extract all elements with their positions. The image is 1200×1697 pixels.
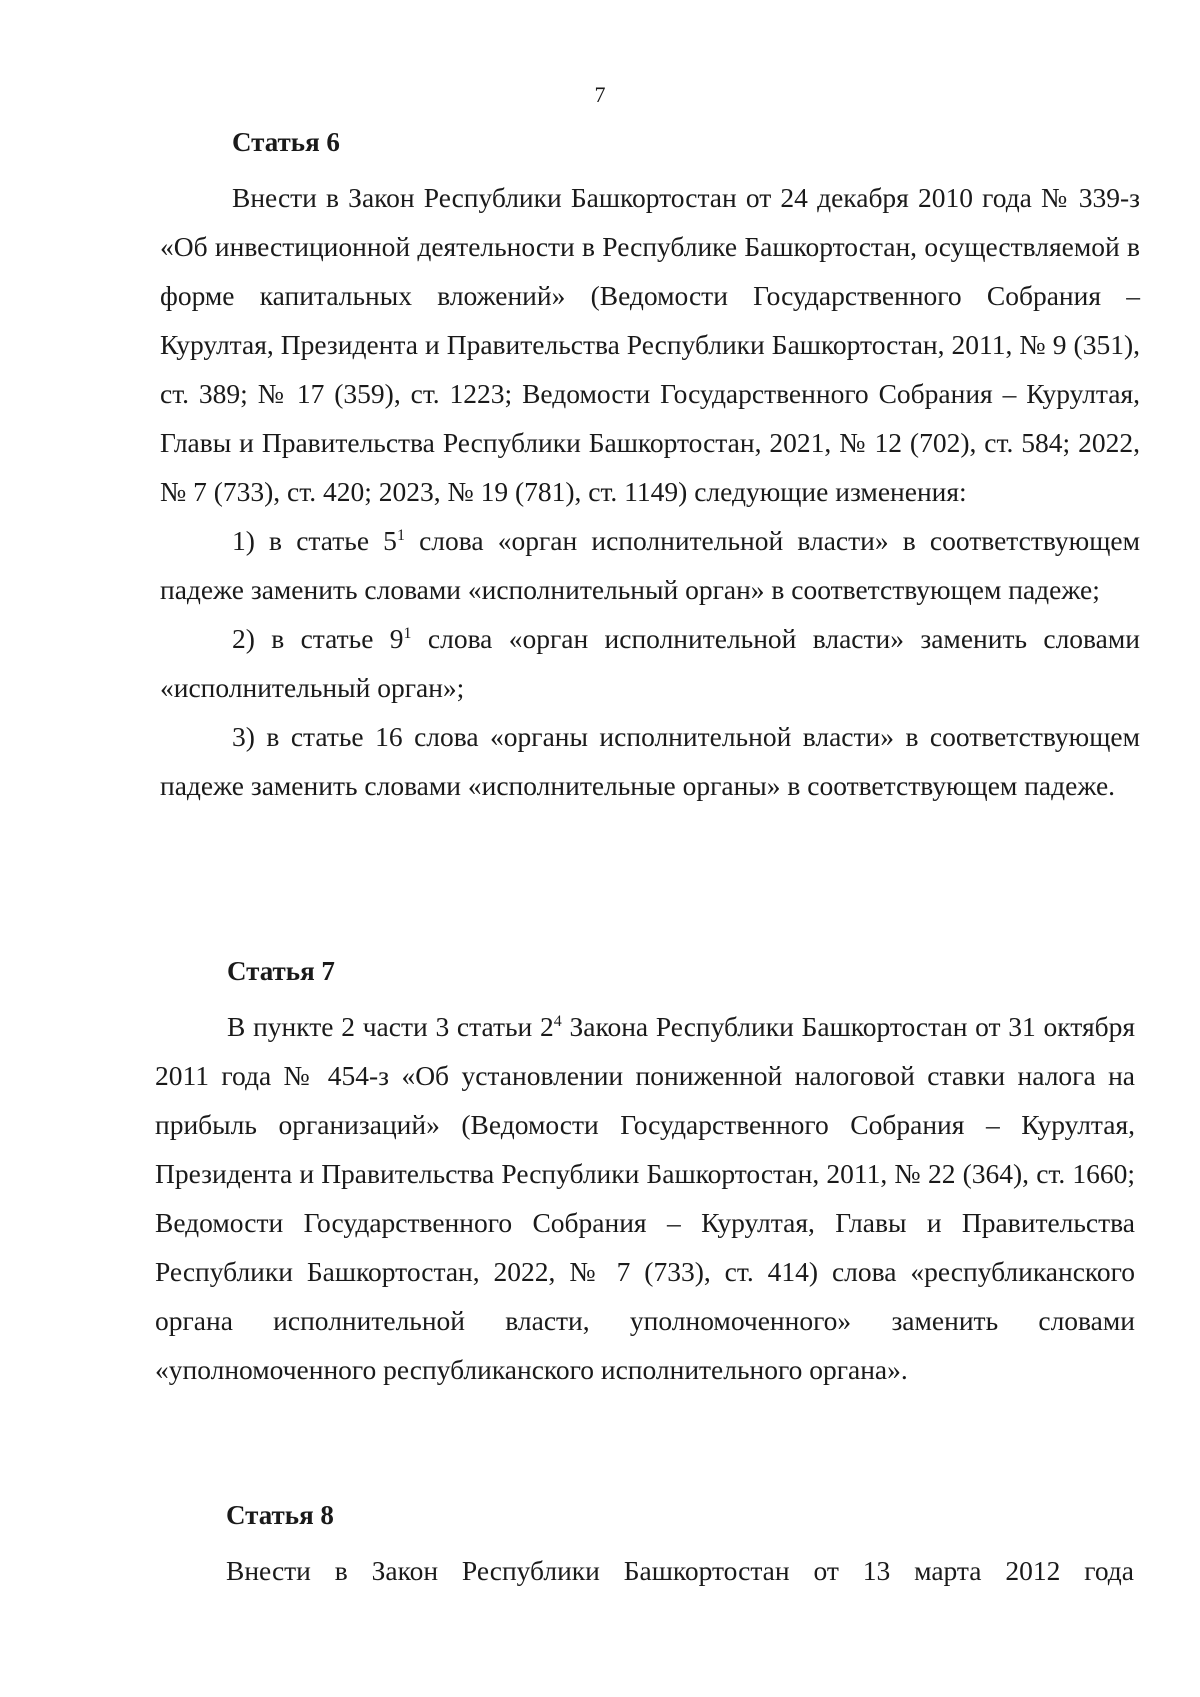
article-8-text: Внести в Закон Республики Башкортостан от 13 марта 2012 года: [226, 1555, 1134, 1586]
item-2-text-start: 2) в статье 9: [232, 623, 404, 654]
item-1-text-end: слова «орган исполнительной власти» в соответствующем падеже заменить словами «исполнительный орган» в соответствующем падеже;: [160, 525, 1140, 605]
article-7-text: [155, 1002, 1135, 1394]
article-6-intro: Внести в Закон Республики Башкортостан от 24 декабря 2010 года № 339-з «Об инвестиционной деятельности в Республике Башкортостан, осуществляемой в форме капитальных вложений» (Ведомости Государственного Собрания – Курултая, Президента и Правительства Республики Башкортостан, 2011, № 9 (351), ст. 389; № 17 (359), ст. 1223; Ведомости Государственного Собрания – Курултая, Главы и Правительства Республики Башкортостан, 2021, № 12 (702), ст. 584; 2022, № 7 (733), ст. 420; 2023, № 19 (781), ст. 1149) следующие изменения:: [160, 182, 1140, 507]
item-2-text-end: слова «орган исполнительной власти» заменить словами «исполнительный орган»;: [160, 623, 1140, 703]
item-1-text-start: 1) в статье 5: [232, 525, 397, 556]
article-6-item-1: [160, 516, 1140, 614]
article-7-heading: Статья 7: [227, 956, 335, 986]
item-1-superscript: 1: [396, 527, 405, 544]
article-7-superscript: 4: [553, 1013, 562, 1030]
page-number: 7: [594, 82, 606, 107]
article-6-item-3: 3) в статье 16 слова «органы исполнительной власти» в соответствующем падеже заменить словами «исполнительные органы» в соответствующем падеже.: [160, 721, 1140, 801]
item-2-superscript: 1: [403, 625, 412, 642]
article-6-item-2: [160, 614, 1140, 712]
article-8: [154, 1500, 1134, 1595]
article-7-text-end: Закона Республики Башкортостан от 31 октября 2011 года № 454-з «Об установлении пониженной налоговой ставки налога на прибыль организаций» (Ведомости Государственного Собрания – Курултая, Президента и Правительства Республики Башкортостан, 2011, № 22 (364), ст. 1660; Ведомости Государственного Собрания – Курултая, Главы и Правительства Республики Башкортостан, 2022, № 7 (733), ст. 414) слова «республиканского органа исполнительной власти, уполномоченного» заменить словами «уполномоченного республиканского исполнительного органа».: [155, 1011, 1135, 1385]
article-7-text-start: В пункте 2 части 3 статьи 2: [227, 1011, 554, 1042]
article-6: [160, 127, 1140, 810]
article-7: [155, 956, 1135, 1394]
article-6-heading: Статья 6: [232, 127, 340, 157]
article-8-heading: Статья 8: [226, 1500, 334, 1530]
